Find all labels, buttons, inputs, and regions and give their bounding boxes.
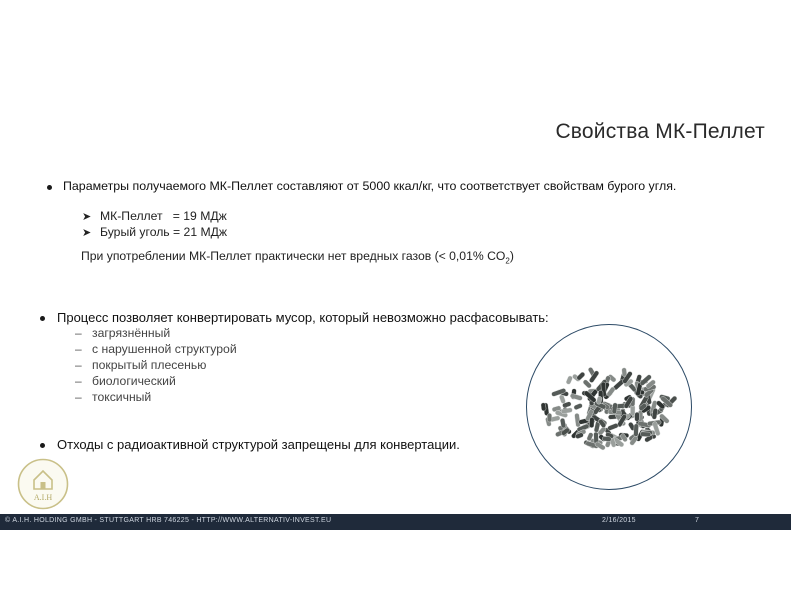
- waste-type-item: с нарушенной структурой: [92, 342, 237, 356]
- dash-icon: –: [75, 374, 82, 388]
- sub-item-brown-coal: Бурый уголь = 21 МДж: [100, 225, 228, 239]
- waste-type-item: покрытый плесенью: [92, 358, 207, 372]
- pellet-shape: [573, 403, 583, 411]
- bullet-dot: [47, 185, 52, 190]
- sub-item-mk-pellet: МК-Пеллет = 19 МДж: [100, 209, 227, 223]
- pellet-shape: [607, 423, 619, 431]
- pellets-image: [526, 324, 692, 490]
- pellet-shape: [635, 412, 640, 421]
- arrow-bullet-icon: ➤: [82, 227, 92, 239]
- waste-type-item: биологический: [92, 374, 176, 388]
- bullet-radioactive: Отходы с радиоактивной структурой запрещены для конвертации.: [57, 437, 460, 452]
- emissions-note: [81, 249, 514, 265]
- pellet-shape: [561, 407, 573, 414]
- emissions-note-subscript: 2: [505, 256, 510, 266]
- pellet-shape: [570, 393, 583, 401]
- waste-type-item: токсичный: [92, 390, 152, 404]
- emissions-note-text: При употреблении МК-Пеллет практически нет вредных газов (< 0,01% CO: [81, 249, 506, 263]
- bullet-calorific-value: Параметры получаемого МК-Пеллет составляют от 5000 ккал/кг, что соответствует свойствам бурого угля.: [63, 179, 677, 193]
- pellet-shape: [602, 436, 611, 441]
- bullet-dot: [40, 443, 45, 448]
- dash-icon: –: [75, 342, 82, 356]
- bullet-dot: [40, 316, 45, 321]
- pellet-shape: [541, 403, 547, 412]
- footer-bar: [0, 514, 791, 530]
- pellets-illustration: [527, 325, 691, 489]
- pellet-shape: [630, 405, 635, 415]
- footer-company: © A.I.H. HOLDING GMBH - STUTTGART HRB 746225 - HTTP://WWW.ALTERNATIV-INVEST.EU: [5, 517, 332, 524]
- pellet-shape: [565, 375, 573, 385]
- arrow-bullet-icon: ➤: [82, 211, 92, 223]
- pellet-shape: [547, 413, 552, 422]
- waste-type-item: загрязнённый: [92, 326, 171, 340]
- footer-date: 2/16/2015: [602, 517, 636, 524]
- dash-icon: –: [75, 326, 82, 340]
- aih-logo: [17, 458, 69, 510]
- pellet-shape: [589, 417, 594, 427]
- slide-title: Свойства МК-Пеллет: [555, 120, 765, 143]
- logo-text: A.I.H: [33, 493, 53, 502]
- dash-icon: –: [75, 390, 82, 404]
- footer-page-number: 7: [695, 517, 700, 524]
- bullet-waste-process: Процесс позволяет конвертировать мусор, который невозможно расфасовывать:: [57, 310, 549, 325]
- dash-icon: –: [75, 358, 82, 372]
- pellet-shape: [633, 424, 638, 437]
- pellet-shape: [640, 432, 651, 437]
- emissions-note-end: ): [509, 249, 514, 263]
